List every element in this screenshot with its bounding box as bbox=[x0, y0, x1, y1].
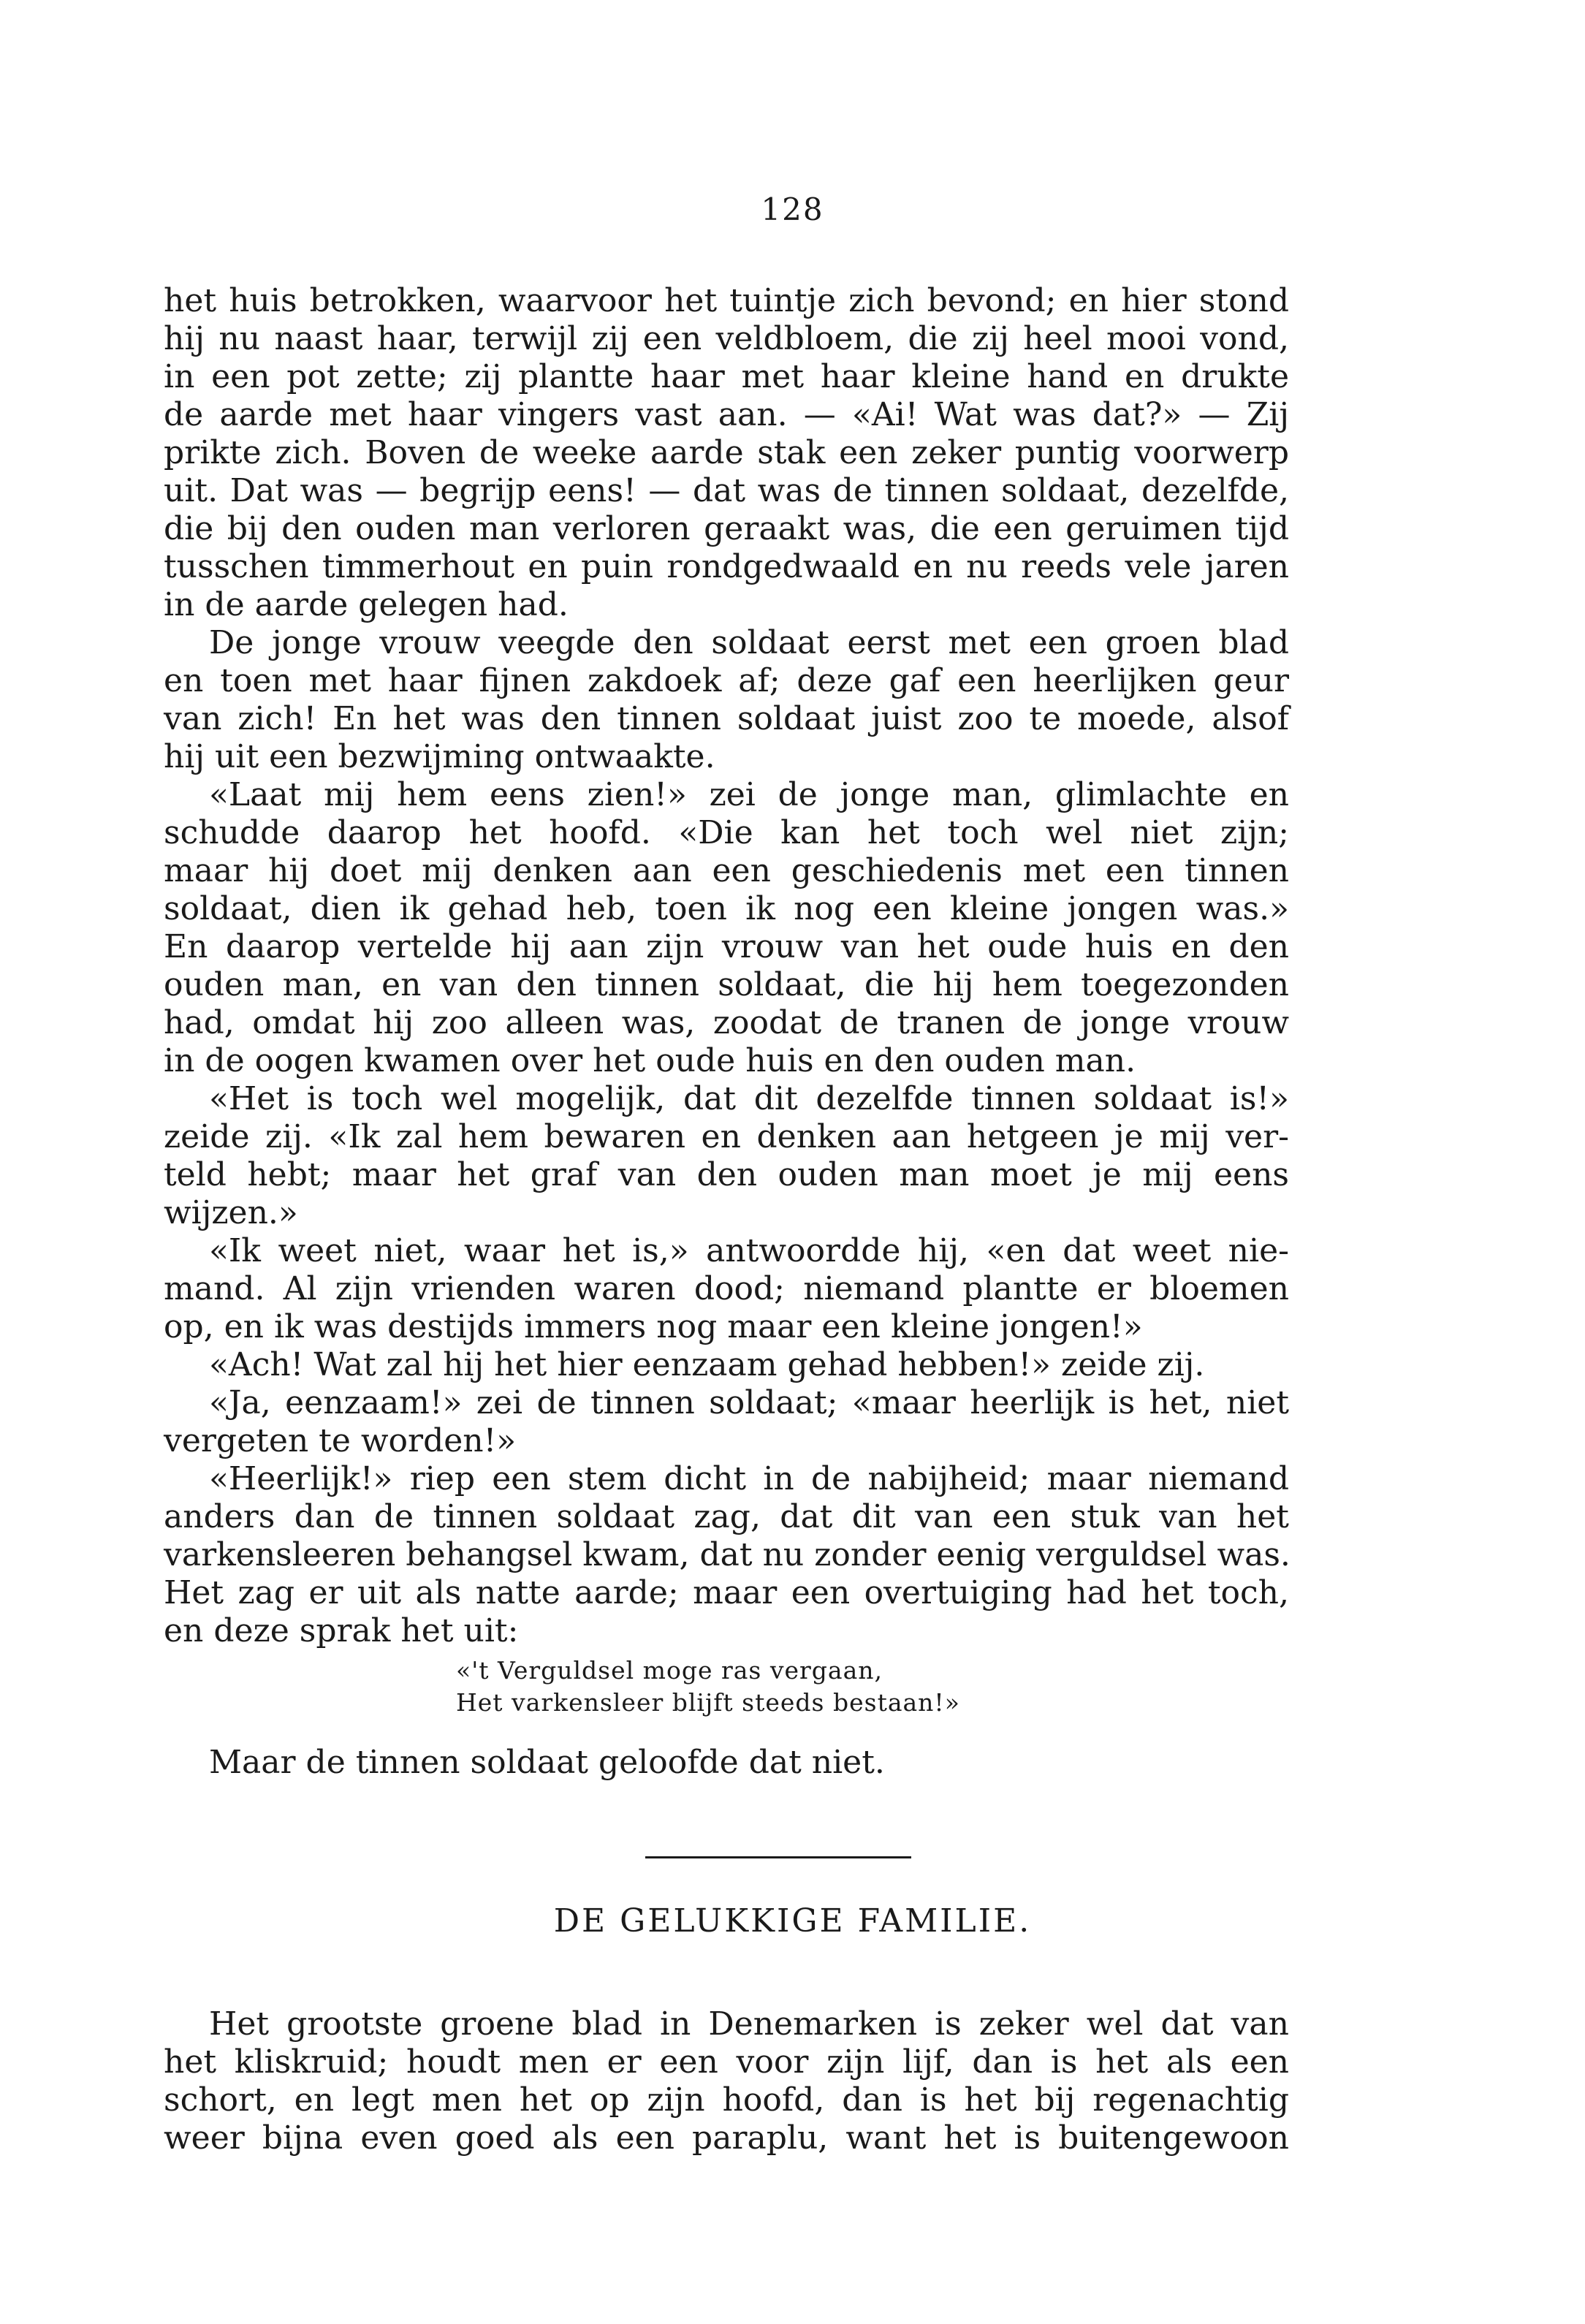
text-line: anders dan de tinnen soldaat zag, dat dit van een stuk van het bbox=[164, 1498, 1289, 1535]
text-line: schudde daarop het hoofd. «Die kan het toch wel niet zijn; bbox=[164, 814, 1289, 851]
text-line: ouden man, en van den tinnen soldaat, die hij hem toegezonden bbox=[164, 966, 1289, 1003]
verse-line: Het varkensleer blijft steeds bestaan!» bbox=[456, 1688, 960, 1717]
text-line: weer bijna even goed als een paraplu, want het is buitengewoon bbox=[164, 2119, 1289, 2157]
text-line: De jonge vrouw veegde den soldaat eerst met een groen blad bbox=[209, 624, 1289, 661]
text-line: «Laat mij hem eens zien!» zei de jonge man, glimlachte en bbox=[209, 776, 1289, 813]
section-title: DE GELUKKIGE FAMILIE. bbox=[553, 1902, 1032, 1940]
text-line: «Heerlijk!» riep een stem dicht in de nabijheid; maar niemand bbox=[209, 1460, 1289, 1497]
text-line: het huis betrokken, waarvoor het tuintje zich bevond; en hier stond bbox=[164, 282, 1289, 319]
text-line: teld hebt; maar het graf van den ouden man moet je mij eens bbox=[164, 1156, 1289, 1193]
text-line: «Het is toch wel mogelijk, dat dit dezelfde tinnen soldaat is!» bbox=[209, 1080, 1289, 1117]
text-line: tusschen timmerhout en puin rondgedwaald en nu reeds vele jaren bbox=[164, 548, 1289, 585]
text-line: maar hij doet mij denken aan een geschiedenis met een tinnen bbox=[164, 852, 1289, 889]
text-line: soldaat, dien ik gehad heb, toen ik nog een kleine jongen was.» bbox=[164, 890, 1289, 927]
text-line: op, en ik was destijds immers nog maar een kleine jongen!» bbox=[164, 1308, 1143, 1345]
text-line: «Ja, eenzaam!» zei de tinnen soldaat; «maar heerlijk is het, niet bbox=[209, 1384, 1289, 1421]
text-line: de aarde met haar vingers vast aan. — «Ai! Wat was dat?» — Zij bbox=[164, 396, 1289, 433]
text-line: en deze sprak het uit: bbox=[164, 1612, 519, 1649]
text-line: in de aarde gelegen had. bbox=[164, 586, 569, 623]
text-line: wijzen.» bbox=[164, 1194, 298, 1231]
text-line: het kliskruid; houdt men er een voor zijn lijf, dan is het als een bbox=[164, 2043, 1289, 2081]
text-line: had, omdat hij zoo alleen was, zoodat de tranen de jonge vrouw bbox=[164, 1004, 1289, 1041]
text-line: Het zag er uit als natte aarde; maar een overtuiging had het toch, bbox=[164, 1574, 1289, 1611]
text-line: En daarop vertelde hij aan zijn vrouw van het oude huis en den bbox=[164, 928, 1289, 965]
section-divider bbox=[645, 1856, 911, 1858]
text-line: en toen met haar fijnen zakdoek af; deze gaf een heerlijken geur bbox=[164, 662, 1289, 699]
text-line: «Ach! Wat zal hij het hier eenzaam gehad hebben!» zeide zij. bbox=[209, 1346, 1205, 1383]
text-line: vergeten te worden!» bbox=[164, 1422, 517, 1459]
text-line: hij nu naast haar, terwijl zij een veldbloem, die zij heel mooi vond, bbox=[164, 320, 1289, 357]
text-line: varkensleeren behangsel kwam, dat nu zonder eenig verguldsel was. bbox=[164, 1536, 1291, 1573]
text-line: «Ik weet niet, waar het is,» antwoordde hij, «en dat weet nie- bbox=[209, 1232, 1289, 1269]
text-line: schort, en legt men het op zijn hoofd, dan is het bij regenachtig bbox=[164, 2081, 1289, 2119]
text-line: zeide zij. «Ik zal hem bewaren en denken aan hetgeen je mij ver- bbox=[164, 1118, 1289, 1155]
closing-line: Maar de tinnen soldaat geloofde dat niet. bbox=[209, 1744, 885, 1781]
text-line: in een pot zette; zij plantte haar met haar kleine hand en drukte bbox=[164, 358, 1289, 395]
text-line: in de oogen kwamen over het oude huis en den ouden man. bbox=[164, 1042, 1136, 1079]
verse-line: «'t Verguldsel moge ras vergaan, bbox=[456, 1656, 883, 1685]
text-line: mand. Al zijn vrienden waren dood; niemand plantte er bloemen bbox=[164, 1270, 1289, 1307]
text-line: uit. Dat was — begrijp eens! — dat was de tinnen soldaat, dezelfde, bbox=[164, 472, 1289, 509]
text-line: van zich! En het was den tinnen soldaat juist zoo te moede, alsof bbox=[164, 700, 1289, 737]
text-line: hij uit een bezwijming ontwaakte. bbox=[164, 738, 715, 775]
page-number: 128 bbox=[761, 191, 824, 227]
text-line: prikte zich. Boven de weeke aarde stak een zeker puntig voorwerp bbox=[164, 434, 1289, 471]
text-line: die bij den ouden man verloren geraakt was, die een geruimen tijd bbox=[164, 510, 1289, 547]
text-line: Het grootste groene blad in Denemarken is zeker wel dat van bbox=[209, 2005, 1289, 2043]
